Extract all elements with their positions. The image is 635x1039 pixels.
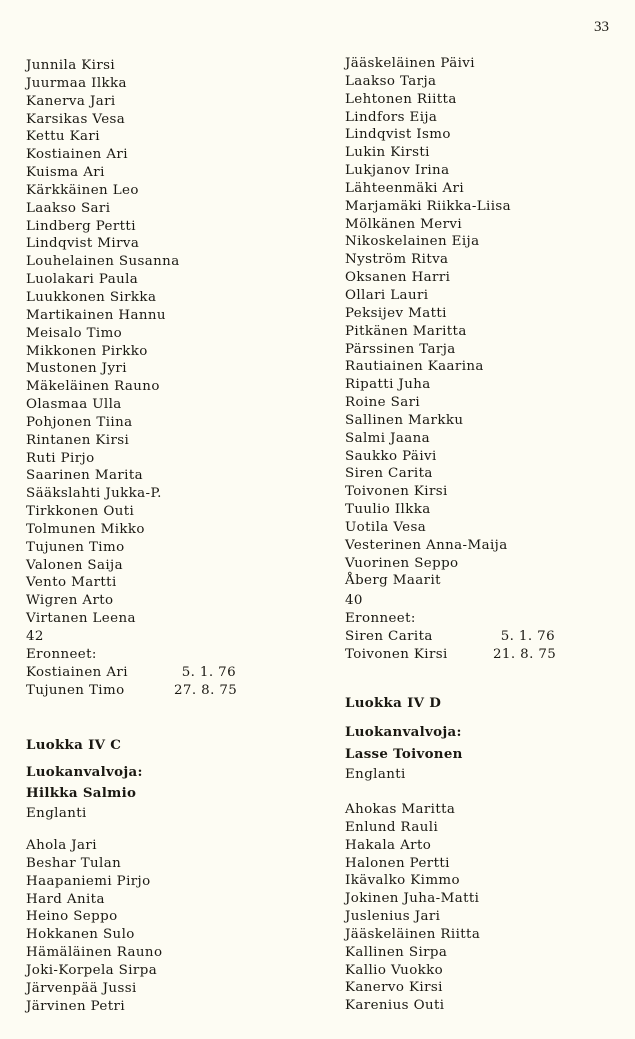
student-name: Karsikas Vesa bbox=[26, 111, 126, 127]
student-name: Lukjanov Irina bbox=[345, 163, 450, 179]
resigned-entry bbox=[26, 664, 236, 682]
left-student-list bbox=[26, 57, 180, 628]
class-ivd-section bbox=[345, 695, 463, 782]
resigned-name: Toivonen Kirsi bbox=[345, 646, 448, 662]
student-name: Joki-Korpela Sirpa bbox=[26, 962, 158, 978]
student-name: Kanerva Jari bbox=[26, 93, 116, 109]
student-name: Olasmaa Ulla bbox=[26, 397, 122, 413]
right-summary bbox=[345, 592, 555, 663]
student-name: Siren Carita bbox=[345, 466, 433, 482]
right-student-list bbox=[345, 55, 511, 590]
student-name: Enlund Rauli bbox=[345, 819, 439, 835]
student-name: Sääkslahti Jukka-P. bbox=[26, 486, 162, 502]
student-name: Ollari Lauri bbox=[345, 287, 429, 303]
student-name: Valonen Saija bbox=[26, 557, 123, 573]
student-name: Meisalo Timo bbox=[26, 325, 123, 341]
student-name: Haapaniemi Pirjo bbox=[26, 873, 151, 889]
resigned-label: Eronneet: bbox=[345, 610, 416, 626]
resigned-name: Siren Carita bbox=[345, 628, 433, 644]
student-name: Pitkänen Maritta bbox=[345, 323, 467, 339]
student-name: Karenius Outi bbox=[345, 998, 445, 1014]
student-name: Martikainen Hannu bbox=[26, 307, 166, 323]
student-name: Laakso Tarja bbox=[345, 73, 437, 89]
student-name: Hämäläinen Rauno bbox=[26, 945, 163, 961]
student-name: Kallio Vuokko bbox=[345, 962, 444, 978]
student-count: 40 bbox=[345, 593, 363, 608]
student-name: Peksijev Matti bbox=[345, 305, 447, 321]
student-name: Pärssinen Tarja bbox=[345, 341, 456, 357]
student-name: Mölkänen Mervi bbox=[345, 216, 463, 232]
student-name: Ahola Jari bbox=[26, 838, 97, 853]
student-name: Kanervo Kirsi bbox=[345, 980, 443, 996]
supervisor-subject: Englanti bbox=[26, 806, 87, 821]
supervisor-label: Luokanvalvoja: bbox=[26, 764, 143, 780]
left-summary bbox=[26, 628, 236, 699]
student-name: Hard Anita bbox=[26, 891, 105, 907]
student-name: Lindqvist Mirva bbox=[26, 236, 140, 252]
student-name: Mäkeläinen Rauno bbox=[26, 379, 160, 395]
student-name: Heino Seppo bbox=[26, 909, 118, 925]
student-name: Roine Sari bbox=[345, 395, 421, 411]
student-name: Järvinen Petri bbox=[26, 998, 126, 1014]
student-name: Nikoskelainen Eija bbox=[345, 234, 480, 250]
student-name: Saukko Päivi bbox=[345, 448, 437, 464]
class-title: Luokka IV C bbox=[26, 737, 122, 753]
student-name: Vento Martti bbox=[26, 575, 117, 591]
student-name: Junnila Kirsi bbox=[26, 58, 116, 73]
student-name: Uotila Vesa bbox=[345, 519, 427, 535]
supervisor-subject: Englanti bbox=[345, 767, 406, 782]
student-count: 42 bbox=[26, 629, 44, 644]
student-name: Lähteenmäki Ari bbox=[345, 180, 465, 196]
student-name: Laakso Sari bbox=[26, 200, 111, 216]
student-name: Lindqvist Ismo bbox=[345, 127, 451, 143]
student-name: Ripatti Juha bbox=[345, 377, 431, 393]
student-name: Marjamäki Riikka-Liisa bbox=[345, 198, 512, 214]
student-name: Lehtonen Riitta bbox=[345, 91, 457, 107]
student-name: Juslenius Jari bbox=[345, 909, 441, 925]
resigned-name: Tujunen Timo bbox=[26, 682, 125, 698]
student-name: Vuorinen Seppo bbox=[345, 555, 459, 571]
student-name: Hakala Arto bbox=[345, 837, 432, 853]
student-name: Tirkkonen Outi bbox=[26, 504, 135, 520]
student-name: Hokkanen Sulo bbox=[26, 927, 135, 943]
student-name: Kostiainen Ari bbox=[26, 147, 128, 163]
student-name: Wigren Arto bbox=[26, 593, 114, 609]
student-name: Pohjonen Tiina bbox=[26, 414, 133, 430]
student-name: Kärkkäinen Leo bbox=[26, 182, 139, 198]
resigned-date: 27. 8. 75 bbox=[174, 682, 238, 698]
student-name: Salmi Jaana bbox=[345, 430, 431, 446]
resigned-entry bbox=[345, 646, 555, 664]
resigned-entry bbox=[26, 682, 236, 700]
student-name: Halonen Pertti bbox=[345, 855, 450, 871]
supervisor-name: Hilkka Salmio bbox=[26, 785, 137, 801]
student-name: Kettu Kari bbox=[26, 129, 100, 145]
student-name: Louhelainen Susanna bbox=[26, 254, 180, 270]
student-name: Lindfors Eija bbox=[345, 109, 438, 125]
student-name: Ruti Pirjo bbox=[26, 450, 95, 466]
student-name: Ikävalko Kimmo bbox=[345, 873, 460, 889]
supervisor-name: Lasse Toivonen bbox=[345, 746, 463, 762]
student-name: Toivonen Kirsi bbox=[345, 484, 448, 500]
student-name: Rautiainen Kaarina bbox=[345, 359, 484, 375]
student-name: Luukkonen Sirkka bbox=[26, 289, 157, 305]
student-name: Ahokas Maritta bbox=[345, 802, 456, 817]
student-name: Tolmunen Mikko bbox=[26, 521, 145, 537]
resigned-date: 5. 1. 76 bbox=[500, 628, 555, 644]
student-name: Lindberg Pertti bbox=[26, 218, 136, 234]
resigned-entry bbox=[345, 628, 555, 646]
student-name: Jääskeläinen Riitta bbox=[345, 926, 481, 942]
student-name: Lukin Kirsti bbox=[345, 145, 430, 161]
class-ivc-student-list bbox=[26, 837, 162, 1015]
supervisor-label: Luokanvalvoja: bbox=[345, 724, 462, 740]
resigned-date: 5. 1. 76 bbox=[181, 664, 236, 680]
student-name: Tujunen Timo bbox=[26, 539, 125, 555]
resigned-name: Kostiainen Ari bbox=[26, 664, 128, 680]
student-name: Luolakari Paula bbox=[26, 272, 139, 288]
student-name: Virtanen Leena bbox=[26, 611, 136, 627]
student-name: Sallinen Markku bbox=[345, 412, 464, 428]
student-name: Oksanen Harri bbox=[345, 270, 451, 286]
student-name: Juurmaa Ilkka bbox=[26, 75, 127, 91]
student-name: Kallinen Sirpa bbox=[345, 944, 448, 960]
resigned-date: 21. 8. 75 bbox=[493, 646, 557, 662]
student-name: Nyström Ritva bbox=[345, 252, 449, 268]
student-name: Mikkonen Pirkko bbox=[26, 343, 148, 359]
class-ivd-student-list bbox=[345, 801, 480, 1015]
student-name: Rintanen Kirsi bbox=[26, 432, 130, 448]
student-name: Järvenpää Jussi bbox=[26, 980, 137, 996]
student-name: Vesterinen Anna-Maija bbox=[345, 537, 508, 553]
class-title: Luokka IV D bbox=[345, 695, 442, 711]
resigned-label: Eronneet: bbox=[26, 646, 97, 662]
student-name: Jokinen Juha-Matti bbox=[345, 891, 480, 907]
student-name: Saarinen Marita bbox=[26, 468, 143, 484]
student-name: Mustonen Jyri bbox=[26, 361, 127, 377]
page-number: 33 bbox=[594, 19, 609, 35]
student-name: Åberg Maarit bbox=[345, 573, 441, 589]
student-name: Tuulio Ilkka bbox=[345, 502, 431, 518]
class-ivc-section bbox=[26, 737, 143, 821]
student-name: Kuisma Ari bbox=[26, 165, 105, 181]
student-name: Jääskeläinen Päivi bbox=[345, 56, 475, 71]
student-name: Beshar Tulan bbox=[26, 855, 122, 871]
